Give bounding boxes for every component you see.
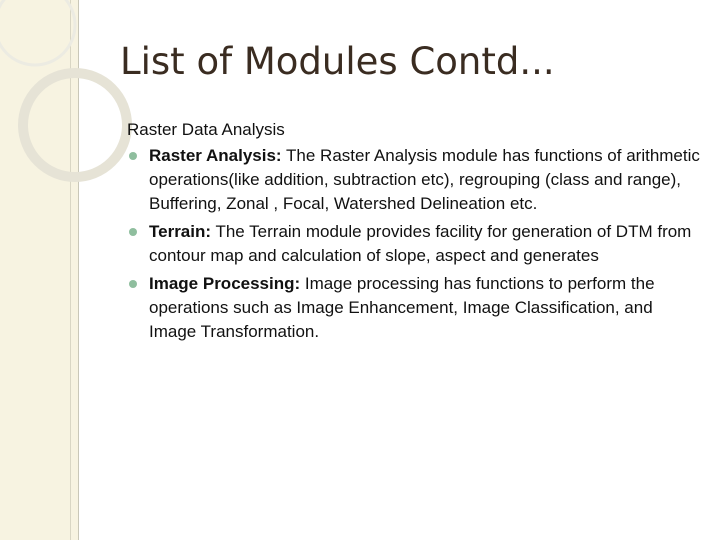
- bullet-list: [127, 144, 702, 344]
- bullet-icon: [129, 228, 137, 236]
- bullet-icon: [129, 280, 137, 288]
- list-item: [127, 144, 702, 216]
- slide-content: [127, 118, 702, 348]
- item-heading: Image Processing:: [149, 274, 301, 293]
- section-heading: Raster Data Analysis: [127, 120, 285, 139]
- list-item: [127, 272, 702, 344]
- slide-title: List of Modules Contd...: [120, 40, 555, 83]
- item-heading: Raster Analysis:: [149, 146, 282, 165]
- item-heading: Terrain:: [149, 222, 212, 241]
- side-panel: [0, 0, 79, 540]
- item-text: The Raster Analysis module has functions of arithmetic operations(like addition, subtraction etc), regrouping (class and range), Buffering, Zonal , Focal, Watershed Delineation etc.: [149, 146, 700, 213]
- bullet-icon: [129, 152, 137, 160]
- list-item: [127, 220, 702, 268]
- side-divider: [70, 0, 71, 540]
- item-text: The Terrain module provides facility for generation of DTM from contour map and calculation of slope, aspect and generates: [149, 222, 692, 265]
- item-text: Image processing has functions to perform the operations such as Image Enhancement, Image Classification, and Image Transformation.: [149, 274, 655, 341]
